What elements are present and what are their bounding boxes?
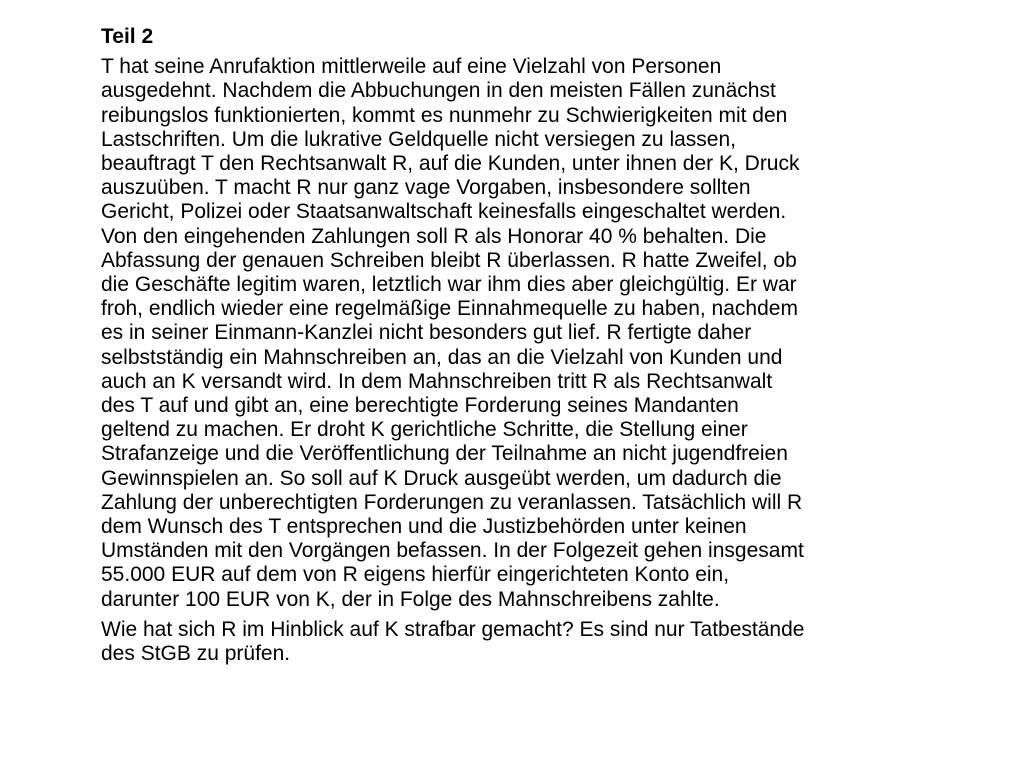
text-line: auch an K versandt wird. In dem Mahnschreiben tritt R als Rechtsanwalt: [101, 369, 773, 393]
text-line: Gericht, Polizei oder Staatsanwaltschaft keinesfalls eingeschaltet werden.: [101, 200, 787, 224]
text-line: Umständen mit den Vorgängen befassen. In der Folgezeit gehen insgesamt: [101, 539, 804, 563]
text-line: des T auf und gibt an, eine berechtigte Forderung seines Mandanten: [101, 394, 739, 418]
text-line: beauftragt T den Rechtsanwalt R, auf die Kunden, unter ihnen der K, Druck: [101, 152, 800, 176]
text-line: die Geschäfte legitim waren, letztlich war ihm dies aber gleichgültig. Er war: [101, 273, 797, 297]
text-line: Lastschriften. Um die lukrative Geldquelle nicht versiegen zu lassen,: [101, 127, 736, 151]
text-line: reibungslos funktionierten, kommt es nunmehr zu Schwierigkeiten mit den: [101, 103, 788, 127]
text-line: Von den eingehenden Zahlungen soll R als Honorar 40 % behalten. Die: [101, 224, 767, 248]
text-line: Wie hat sich R im Hinblick auf K strafbar gemacht? Es sind nur Tatbestände: [101, 617, 805, 641]
section-heading: Teil 2: [101, 25, 154, 48]
text-line: Zahlung der unberechtigten Forderungen zu veranlassen. Tatsächlich will R: [101, 490, 803, 514]
text-line: ausgedehnt. Nachdem die Abbuchungen in den meisten Fällen zunächst: [101, 79, 776, 103]
text-line: Abfassung der genauen Schreiben bleibt R überlassen. R hatte Zweifel, ob: [101, 248, 797, 272]
text-line: T hat seine Anrufaktion mittlerweile auf eine Vielzahl von Personen: [101, 55, 722, 79]
text-line: selbstständig ein Mahnschreiben an, das an die Vielzahl von Kunden und: [101, 345, 783, 369]
text-line: Gewinnspielen an. So soll auf K Druck ausgeübt werden, um dadurch die: [101, 466, 782, 490]
text-line: es in seiner Einmann-Kanzlei nicht besonders gut lief. R fertigte daher: [101, 321, 752, 345]
document-body: [101, 25, 971, 672]
text-line: 55.000 EUR auf dem von R eigens hierfür eingerichteten Konto ein,: [101, 563, 730, 587]
text-line: auszuüben. T macht R nur ganz vage Vorgaben, insbesondere sollten: [101, 176, 751, 200]
text-line: geltend zu machen. Er droht K gerichtliche Schritte, die Stellung einer: [101, 418, 748, 442]
text-line: Strafanzeige und die Veröffentlichung der Teilnahme an nicht jugendfreien: [101, 442, 788, 466]
question-paragraph: [101, 618, 971, 666]
text-line: darunter 100 EUR von K, der in Folge des Mahnschreibens zahlte.: [101, 587, 720, 611]
text-line: froh, endlich wieder eine regelmäßige Einnahmequelle zu haben, nachdem: [101, 297, 798, 321]
text-line: dem Wunsch des T entsprechen und die Justizbehörden unter keinen: [101, 515, 747, 539]
case-paragraph: [101, 55, 971, 612]
text-line: des StGB zu prüfen.: [101, 642, 291, 666]
